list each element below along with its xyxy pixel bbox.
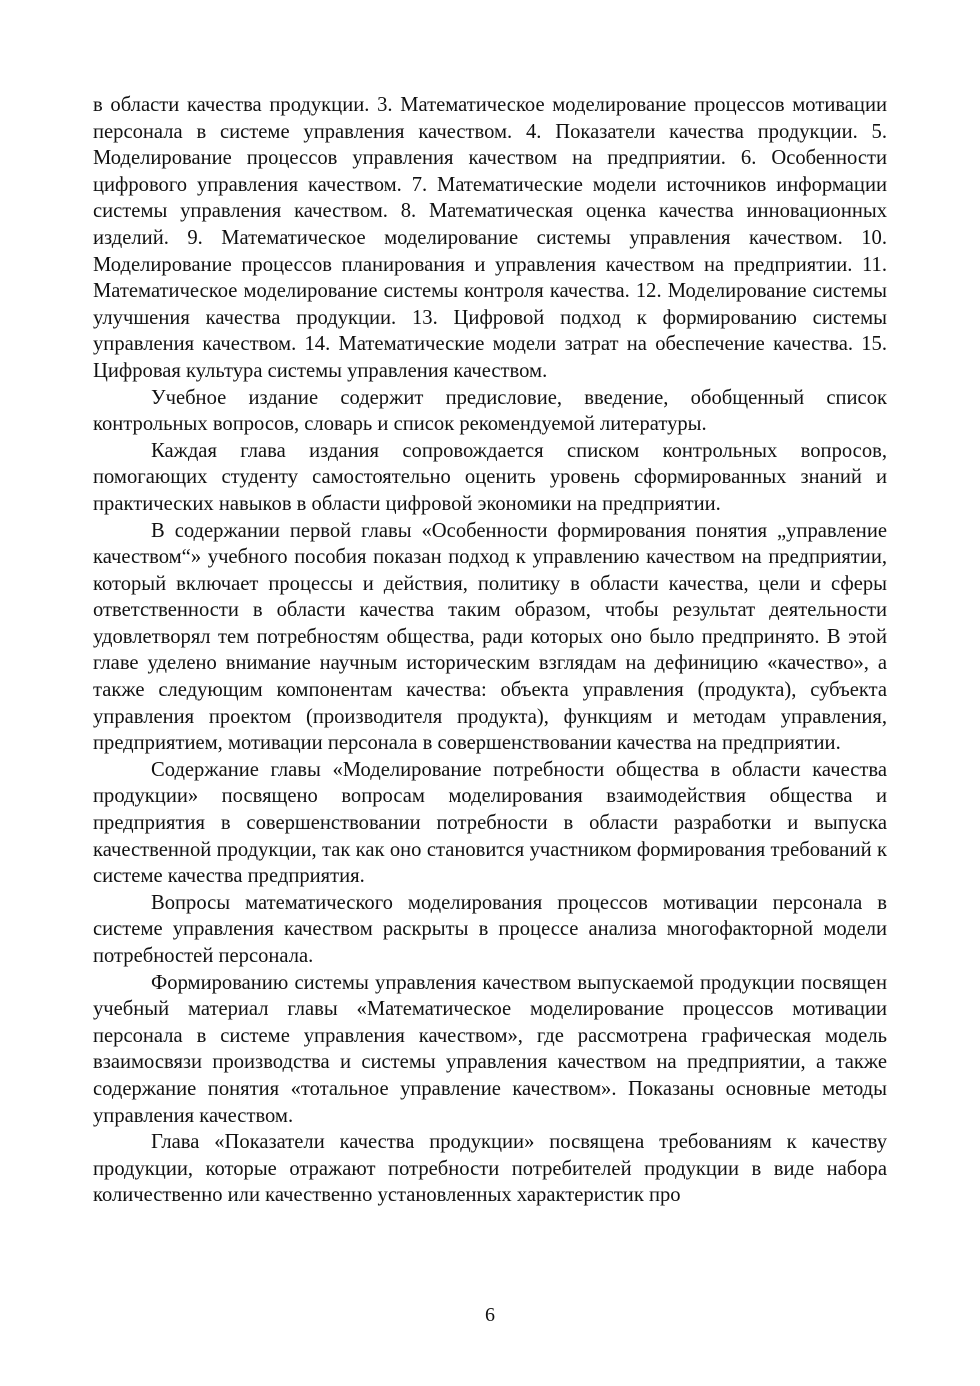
paragraph-5: Содержание главы «Моделирование потребности общества в области качества продукции» посвящено вопросам моделирования взаимодействия общества и предприятия в совершенствовании потребности в области разработки и выпуска качественной продукции, так как оно становится участником формирования требований к системе качества предприятия.: [93, 758, 887, 888]
paragraph-4: В содержании первой главы «Особенности формирования понятия „управление качеством“» учебного пособия показан подход к управлению качеством на предприятии, который включает процессы и действия, политику в области качества, цели и сферы ответственности в области качества таким образом, чтобы результат деятельности удовлетворял тем потребностям общества, ради которых оно было предпринято. В этой главе уделено внимание научным историческим взглядам на дефиницию «качество», а также следующим компонентам качества: объекта управления (продукта), субъекта управления проектом (производителя продукта), функциям и методам управления, предприятием, мотивации персонала в совершенствовании качества на предприятии.: [93, 519, 887, 755]
paragraph-3: Каждая глава издания сопровождается списком контрольных вопросов, помогающих студенту самостоятельно оценить уровень сформированных знаний и практических навыков в области цифровой экономики на предприятии.: [93, 439, 887, 515]
document-page: [93, 92, 887, 1209]
paragraph-8: Глава «Показатели качества продукции» посвящена требованиям к качеству продукции, которые отражают потребности потребителей продукции в виде набора количественно или качественно установленных характеристик про: [93, 1131, 887, 1207]
page-number: 6: [485, 1304, 495, 1326]
paragraph-2: Учебное издание содержит предисловие, введение, обобщенный список контрольных вопросов, словарь и список рекомендуемой литературы.: [93, 386, 887, 436]
paragraph-7: Формированию системы управления качеством выпускаемой продукции посвящен учебный материал главы «Математическое моделирование процессов мотивации персонала в системе управления качеством», где рассмотрена графическая модель взаимосвязи производства и системы управления качеством на предприятии, а также содержание понятия «тотальное управление качеством». Показаны основные методы управления качеством.: [93, 971, 887, 1127]
paragraph-6: Вопросы математического моделирования процессов мотивации персонала в системе управления качеством раскрыты в процессе анализа многофакторной модели потребностей персонала.: [93, 891, 887, 967]
paragraph-1: в области качества продукции. 3. Математическое моделирование процессов мотивации персонала в системе управления качеством. 4. Показатели качества продукции. 5. Моделирование процессов управления качеством на предприятии. 6. Особенности цифрового управления качеством. 7. Математические модели источников информации системы управления качеством. 8. Математическая оценка качества инновационных изделий. 9. Математическое моделирование системы управления качеством. 10. Моделирование процессов планирования и управления качеством на предприятии. 11. Математическое моделирование системы контроля качества. 12. Моделирование системы улучшения качества продукции. 13. Цифровой подход к формированию системы управления качеством. 14. Математические модели затрат на обеспечение качества. 15. Цифровая культура системы управления качеством.: [93, 94, 887, 382]
